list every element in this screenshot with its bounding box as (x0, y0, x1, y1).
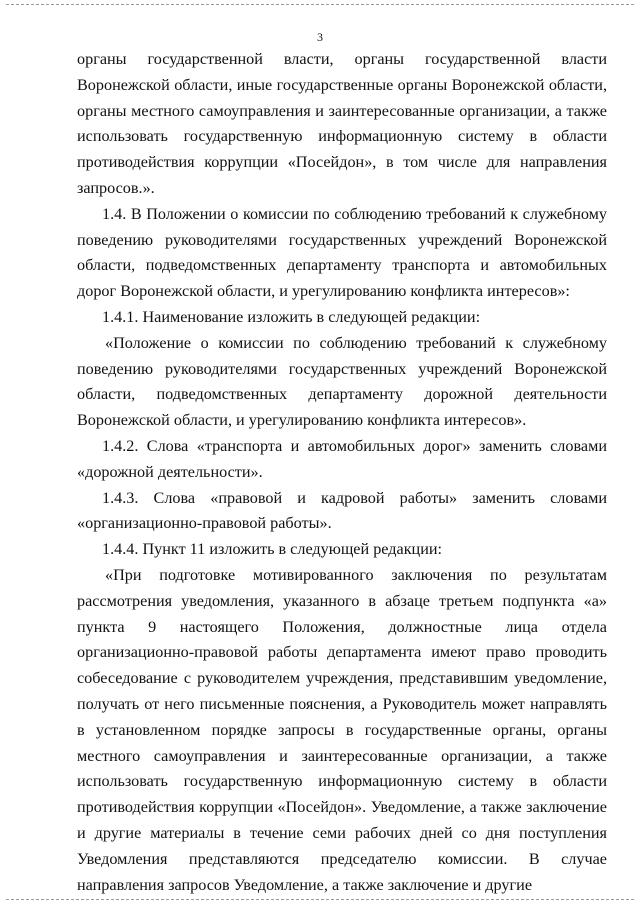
paragraph-1-4-2: 1.4.2. Слова «транспорта и автомобильных дорог» заменить словами «дорожной деятельности». (77, 436, 607, 481)
paragraph-1-4-4: 1.4.4. Пункт 11 изложить в следующей редакции: (102, 540, 443, 559)
paragraph-continuation: органы государственной власти, органы государственной власти Воронежской области, иные государственные органы Воронежской области, органы местного самоуправления и заинтересованные организации, а также использовать государственную информационную систему в области противодействия коррупции «Посейдон», в том числе для направления запросов.». (77, 50, 607, 197)
paragraph-item-11: «При подготовке мотивированного заключения по результатам рассмотрения уведомления, указанного в абзаце третьем подпункта «а» пункта 9 настоящего Положения, должностные лица отдела организационно-правовой работы департамента имеют право проводить собеседование с руководителем учреждения, представившим уведомление, получать от него письменные пояснения, а Руководитель может направлять в установленном порядке запросы в государственные органы, органы местного самоуправления и заинтересованные организации, а также использовать государственную информационную систему в области противодействия коррупции «Посейдон». Уведомление, а также заключение и другие материалы в течение семи рабочих дней со дня поступления Уведомления представляются председателю комиссии. В случае направления запросов Уведомление, а также заключение и другие (77, 565, 607, 894)
paragraph-1-4-1: 1.4.1. Наименование изложить в следующей редакции: (102, 307, 481, 326)
paragraph-new-title: «Положение о комиссии по соблюдению требований к служебному поведению руководителями государственных учреждений Воронежской области, подведомственных департаменту дорожной деятельности Воронежской области, и урегулированию конфликта интересов». (77, 333, 607, 430)
document-body (77, 47, 607, 898)
paragraph-1-4: 1.4. В Положении о комиссии по соблюдению требований к служебному поведению руководителями государственных учреждений Воронежской области, подведомственных департаменту транспорта и автомобильных дорог Воронежской области, и урегулированию конфликта интересов»: (77, 204, 607, 301)
scan-edge-top (6, 4, 634, 5)
paragraph-1-4-3: 1.4.3. Слова «правовой и кадровой работы» заменить словами «организационно-правовой работы». (77, 488, 607, 533)
scan-edge-bottom (6, 899, 634, 900)
page-number: 3 (317, 30, 323, 44)
